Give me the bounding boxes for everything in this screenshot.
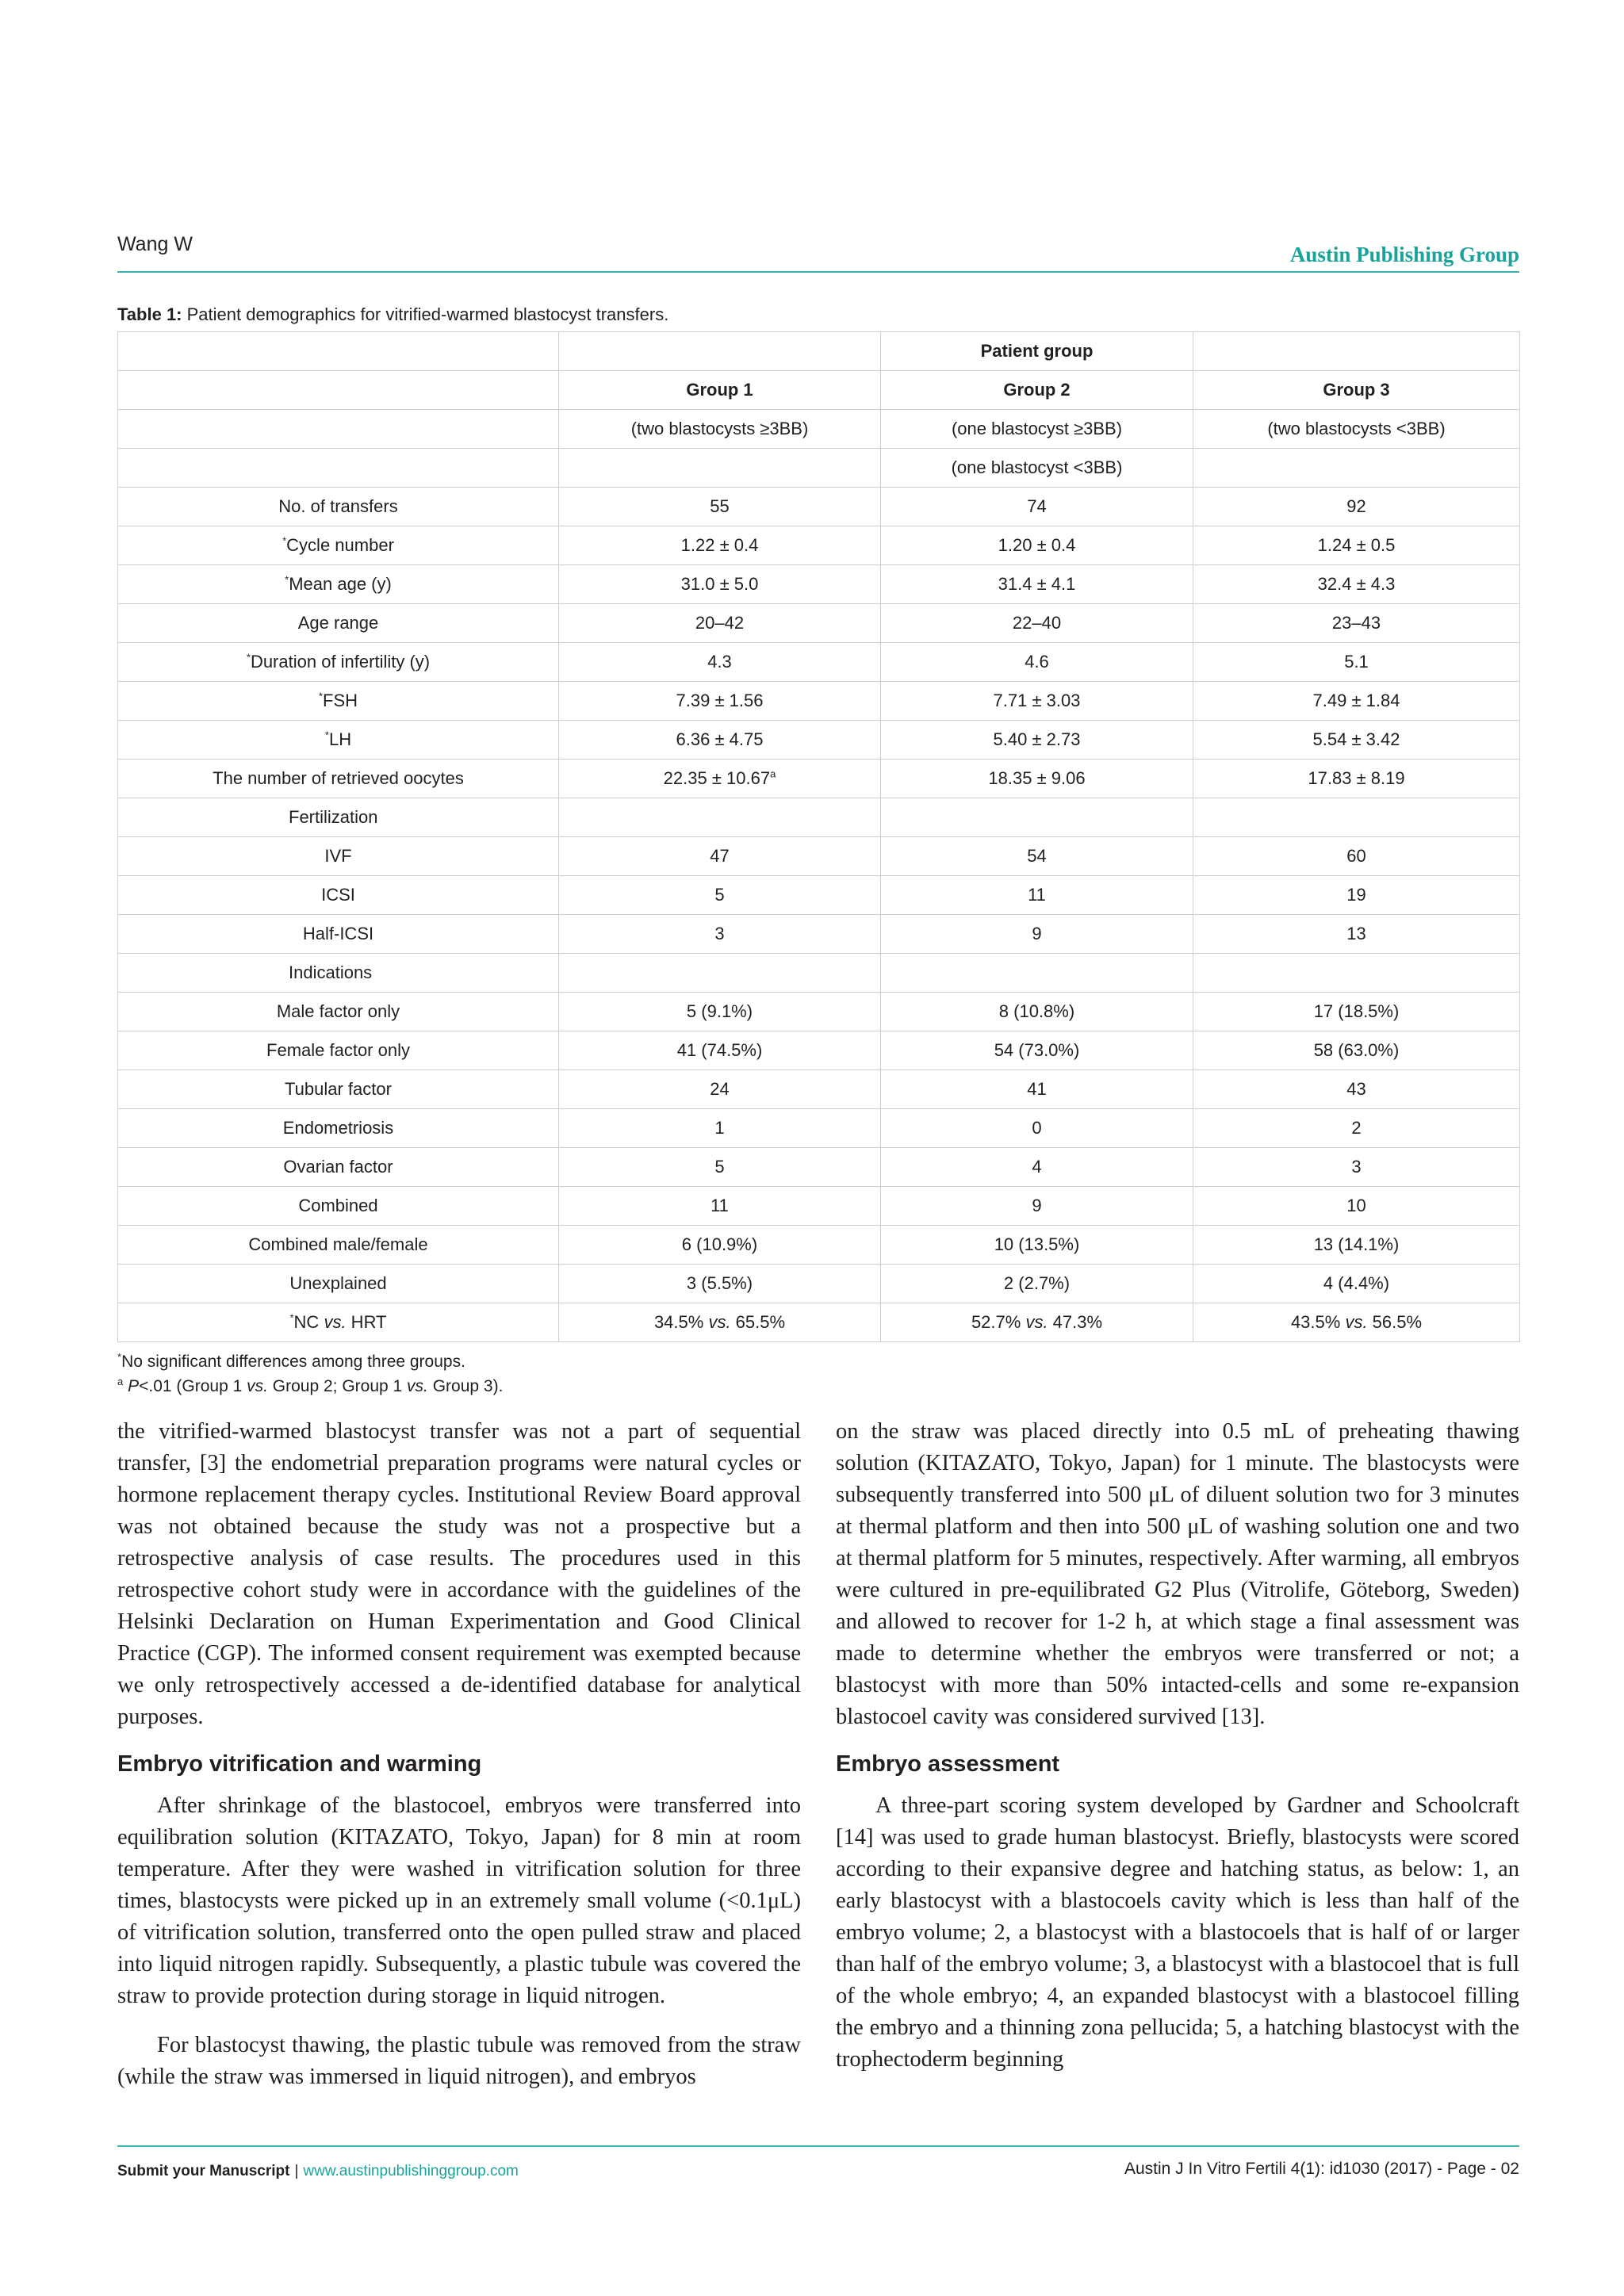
table-header-row [118, 371, 1520, 410]
submit-manuscript-link[interactable]: Submit your Manuscript [117, 2163, 290, 2179]
table-row [118, 760, 1520, 798]
row-label [118, 993, 559, 1031]
cell-value: 5.54 ± 3.42 [1312, 729, 1400, 749]
row-value-group-1 [559, 1226, 881, 1265]
row-value-group-2 [881, 760, 1193, 798]
row-value-group-3 [1193, 682, 1520, 721]
note-2-text-b: Group 2; Group 1 [267, 1377, 408, 1395]
table-row [118, 837, 1520, 876]
demographics-table [117, 331, 1520, 1342]
row-value-group-3 [1193, 1109, 1520, 1148]
table-header-row [118, 332, 1520, 371]
section-heading-assessment: Embryo assessment [836, 1751, 1060, 1777]
row-value-group-2 [881, 488, 1193, 526]
row-value-group-1 [559, 993, 881, 1031]
row-label-text: Combined male/female [248, 1234, 428, 1254]
row-value-group-3 [1193, 488, 1520, 526]
row-value-group-3 [1193, 721, 1520, 760]
cell-value: 3 [1351, 1157, 1362, 1177]
row-label [118, 798, 559, 837]
row-value-group-3 [1193, 837, 1520, 876]
row-label [118, 604, 559, 643]
cell-value: 4 [1032, 1157, 1042, 1177]
left-paragraph-2: After shrinkage of the blastocoel, embryos were transferred into equilibration solution (KITAZATO, Tokyo, Japan) for 8 min at room temperature. After they were washed in vitrification solution for three times, blastocysts were picked up in an extremely small volume (<0.1μL) of vitrification solution, transferred onto the open pulled straw and placed into liquid nitrogen rapidly. Subsequently, a plastic tubule was covered the straw to provide protection during storage in liquid nitrogen. [117, 1793, 801, 2008]
row-value-group-2 [881, 1109, 1193, 1148]
row-label [118, 1226, 559, 1265]
row-label [118, 954, 559, 993]
table-row [118, 526, 1520, 565]
row-value-group-1 [559, 837, 881, 876]
row-label-star: * [318, 690, 324, 702]
row-value-group-1 [559, 604, 881, 643]
row-label-text: Duration of infertility (y) [250, 652, 431, 672]
cell-value: 22.35 ± 10.67 [663, 768, 771, 788]
publisher-url-link[interactable]: www.austinpublishinggroup.com [303, 2163, 519, 2179]
row-value-group-2 [881, 565, 1193, 604]
table-note-2 [117, 1377, 503, 1396]
note-2-sup: a [117, 1376, 124, 1387]
row-label-text: Mean age (y) [289, 574, 392, 594]
cell-value: 5 [714, 1157, 725, 1177]
cell-value: 47 [710, 846, 730, 866]
row-value-group-3 [1193, 954, 1520, 993]
cell-value: 7.39 ± 1.56 [676, 691, 764, 710]
row-value-group-3 [1193, 604, 1520, 643]
cell-value: 7.49 ± 1.84 [1312, 691, 1400, 710]
row-value-group-3 [1193, 1226, 1520, 1265]
group-3-desc: (two blastocysts <3BB) [1193, 410, 1520, 449]
row-label-star: * [289, 1311, 294, 1324]
row-value-group-1 [559, 1109, 881, 1148]
cell-value: 17 (18.5%) [1313, 1001, 1400, 1021]
row-label-text: Cycle number [286, 535, 394, 555]
table-row [118, 876, 1520, 915]
cell-value: 3 (5.5%) [686, 1273, 753, 1293]
cell-value: 3 [714, 924, 725, 943]
cell-vs: vs. [1025, 1312, 1048, 1332]
cell-value: 31.0 ± 5.0 [680, 574, 759, 594]
cell-value: 10 [1346, 1196, 1366, 1215]
row-label-star: * [324, 729, 329, 741]
row-label [118, 721, 559, 760]
row-value-group-1 [559, 565, 881, 604]
row-value-group-2 [881, 604, 1193, 643]
table-row [118, 643, 1520, 682]
page [117, 0, 1519, 2296]
cell-value-b: 65.5% [730, 1312, 786, 1332]
note-2-text-a: <.01 (Group 1 [139, 1377, 247, 1395]
group-2-header: Group 2 [881, 371, 1193, 410]
cell-value-b: 47.3% [1048, 1312, 1103, 1332]
cell-value: 2 [1351, 1118, 1362, 1138]
table-row [118, 565, 1520, 604]
row-value-group-3 [1193, 760, 1520, 798]
row-value-group-2 [881, 954, 1193, 993]
cell-value: 7.71 ± 3.03 [993, 691, 1081, 710]
group-2-desc-2: (one blastocyst <3BB) [881, 449, 1193, 488]
row-value-group-2 [881, 876, 1193, 915]
row-label-text: IVF [324, 846, 352, 866]
cell-value: 74 [1027, 496, 1047, 516]
cell-value: 6.36 ± 4.75 [676, 729, 764, 749]
table-row [118, 604, 1520, 643]
row-label-text: Combined [298, 1196, 378, 1215]
cell-value: 19 [1346, 885, 1366, 905]
footer-divider [117, 2145, 1519, 2147]
note-2-vs-1: vs. [247, 1377, 268, 1395]
row-value-group-2 [881, 915, 1193, 954]
cell-value: 13 (14.1%) [1313, 1234, 1400, 1254]
cell-value: 11 [710, 1196, 729, 1215]
cell-value: 22–40 [1012, 613, 1062, 633]
row-value-group-2 [881, 1303, 1193, 1342]
row-label-text: Indications [289, 962, 373, 982]
group-2-desc: (one blastocyst ≥3BB) [881, 410, 1193, 449]
row-label-star: * [285, 573, 289, 586]
row-value-group-2 [881, 1070, 1193, 1109]
row-label-text: No. of transfers [278, 496, 398, 516]
row-label [118, 682, 559, 721]
note-star: * [117, 1351, 122, 1363]
cell-value: 5 (9.1%) [686, 1001, 753, 1021]
cell-value: 58 (63.0%) [1313, 1040, 1400, 1060]
cell-value-a: 43.5% [1290, 1312, 1346, 1332]
note-2-vs-2: vs. [407, 1377, 428, 1395]
left-paragraph-1: the vitrified-warmed blastocyst transfer was not a part of sequential transfer, [3] the endometrial preparation programs were natural cycles or hormone replacement therapy cycles. Institutional Review Board approval was not obtained because the study was not a prospective but a retrospective analysis of case results. The procedures used in this retrospective cohort study were in accordance with the guidelines of the Helsinki Declaration on Human Experimentation and Good Clinical Practice (CGP). The informed consent requirement was exempted because we only retrospectively accessed a de-identified database for analytical purposes. [117, 1419, 801, 1729]
row-value-group-1 [559, 915, 881, 954]
cell-value: 5.1 [1344, 652, 1369, 672]
row-label [118, 915, 559, 954]
cell-value: 54 (73.0%) [994, 1040, 1080, 1060]
cell-value: 60 [1346, 846, 1366, 866]
row-value-group-1 [559, 798, 881, 837]
cell-value-b: 56.5% [1367, 1312, 1423, 1332]
row-value-group-3 [1193, 1148, 1520, 1187]
cell-sup: a [770, 767, 776, 780]
table-row [118, 1109, 1520, 1148]
cell-value: 54 [1027, 846, 1047, 866]
row-value-group-2 [881, 798, 1193, 837]
row-label-text: Unexplained [289, 1273, 387, 1293]
row-value-group-3 [1193, 798, 1520, 837]
group-1-header: Group 1 [559, 371, 881, 410]
row-label [118, 760, 559, 798]
left-paragraph-3: For blastocyst thawing, the plastic tubule was removed from the straw (while the straw was immersed in liquid nitrogen), and embryos [117, 2033, 801, 2089]
row-value-group-2 [881, 682, 1193, 721]
header-author: Wang W [117, 233, 193, 255]
note-1-text: No significant differences among three groups. [121, 1353, 465, 1371]
cell-value: 1.20 ± 0.4 [998, 535, 1076, 555]
cell-value: 4.6 [1025, 652, 1049, 672]
row-value-group-2 [881, 1148, 1193, 1187]
row-label [118, 1148, 559, 1187]
cell-value: 24 [710, 1079, 730, 1099]
group-3-header: Group 3 [1193, 371, 1520, 410]
cell-value: 13 [1346, 924, 1366, 943]
row-value-group-1 [559, 876, 881, 915]
header-divider [117, 271, 1519, 273]
note-2-p: P [128, 1377, 140, 1395]
row-label [118, 1303, 559, 1342]
row-value-group-2 [881, 837, 1193, 876]
right-paragraph-2: A three-part scoring system developed by Gardner and Schoolcraft [14] was used to grade human blastocyst. Briefly, blastocysts were scored according to their expansive degree and hatching status, as below: 1, an early blastocyst with a blastocoels cavity which is less than half of the embryo volume; 2, a blastocyst with a blastocoels that is half of or larger than half of the embryo volume; 3, a blastocyst with a blastocoel that is full of the whole embryo; 4, an expanded blastocyst with a blastocoel filling the embryo and a thinning zona pellucida; 5, a hatching blastocyst with the trophectoderm beginning [836, 1793, 1519, 2072]
left-column [117, 1416, 801, 2093]
row-value-group-2 [881, 993, 1193, 1031]
cell-value: 4 (4.4%) [1323, 1273, 1390, 1293]
row-value-group-1 [559, 760, 881, 798]
row-label-star: * [282, 534, 287, 547]
row-value-group-3 [1193, 993, 1520, 1031]
row-label-text: ICSI [321, 885, 355, 905]
row-label-text: FSH [323, 691, 358, 710]
row-label [118, 488, 559, 526]
row-value-group-1 [559, 643, 881, 682]
row-value-group-1 [559, 488, 881, 526]
table-row [118, 1148, 1520, 1187]
cell-value: 41 (74.5%) [676, 1040, 763, 1060]
table-note-1 [117, 1353, 465, 1372]
row-value-group-1 [559, 1303, 881, 1342]
table-caption-text: Patient demographics for vitrified-warmed blastocyst transfers. [182, 304, 669, 324]
row-value-group-1 [559, 1031, 881, 1070]
table-row [118, 1187, 1520, 1226]
cell-value: 9 [1032, 1196, 1042, 1215]
cell-value: 1.24 ± 0.5 [1317, 535, 1396, 555]
row-value-group-1 [559, 1070, 881, 1109]
table-header-row [118, 410, 1520, 449]
table-caption-label: Table 1: [117, 304, 182, 324]
row-value-group-2 [881, 1031, 1193, 1070]
row-label-text: The number of retrieved oocytes [213, 768, 464, 788]
row-label-text: Male factor only [276, 1001, 400, 1021]
row-label [118, 1187, 559, 1226]
row-value-group-1 [559, 954, 881, 993]
row-label-text: HRT [346, 1312, 387, 1332]
cell-vs: vs. [1345, 1312, 1368, 1332]
row-label [118, 526, 559, 565]
cell-value: 18.35 ± 9.06 [988, 768, 1086, 788]
cell-value: 11 [1028, 885, 1046, 905]
row-value-group-2 [881, 643, 1193, 682]
right-paragraph-1: on the straw was placed directly into 0.5 mL of preheating thawing solution (KITAZATO, Tokyo, Japan) for 1 minute. The blastocysts were subsequently transferred into 500 μL of diluent solution two for 3 minutes at thermal platform and then into 500 μL of washing solution one and two at thermal platform for 5 minutes, respectively. After warming, all embryos were cultured in pre-equilibrated G2 Plus (Vitrolife, Göteborg, Sweden) and allowed to recover for 1-2 h, at which stage a final assessment was made to determine whether the embryos were transferred or not; a blastocyst with more than 50% intacted-cells and some re-expansion blastocoel cavity was considered survived [13]. [836, 1419, 1519, 1729]
row-value-group-1 [559, 526, 881, 565]
row-label [118, 1109, 559, 1148]
row-label-text: Tubular factor [285, 1079, 392, 1099]
row-value-group-2 [881, 526, 1193, 565]
table-row [118, 798, 1520, 837]
table-row [118, 1303, 1520, 1342]
row-label-text: Endometriosis [282, 1118, 394, 1138]
row-value-group-3 [1193, 1265, 1520, 1303]
row-value-group-3 [1193, 1187, 1520, 1226]
table-row [118, 1031, 1520, 1070]
cell-value: 4.3 [707, 652, 732, 672]
row-value-group-1 [559, 682, 881, 721]
row-label [118, 876, 559, 915]
row-value-group-2 [881, 721, 1193, 760]
row-label [118, 1031, 559, 1070]
table-row [118, 915, 1520, 954]
row-value-group-1 [559, 1187, 881, 1226]
row-label-text: Fertilization [289, 807, 378, 827]
cell-value: 5 [714, 885, 725, 905]
cell-value: 17.83 ± 8.19 [1308, 768, 1405, 788]
row-value-group-2 [881, 1226, 1193, 1265]
row-value-group-1 [559, 1265, 881, 1303]
row-label-text: Half-ICSI [302, 924, 374, 943]
row-label-vs: vs. [324, 1312, 347, 1332]
row-label-text: LH [328, 729, 352, 749]
table-row [118, 1070, 1520, 1109]
section-heading-vitrification: Embryo vitrification and warming [117, 1751, 482, 1777]
table-caption [117, 304, 668, 325]
table-row [118, 954, 1520, 993]
cell-value: 6 (10.9%) [681, 1234, 758, 1254]
cell-value: 9 [1032, 924, 1042, 943]
row-label-star: * [246, 651, 251, 664]
cell-vs: vs. [708, 1312, 731, 1332]
cell-value: 2 (2.7%) [1003, 1273, 1071, 1293]
row-value-group-3 [1193, 915, 1520, 954]
cell-value-a: 52.7% [971, 1312, 1026, 1332]
row-value-group-3 [1193, 643, 1520, 682]
row-label [118, 565, 559, 604]
footer-left [117, 2163, 519, 2180]
group-1-desc: (two blastocysts ≥3BB) [559, 410, 881, 449]
table-row [118, 1226, 1520, 1265]
table-row [118, 682, 1520, 721]
row-value-group-3 [1193, 1031, 1520, 1070]
cell-value: 8 (10.8%) [998, 1001, 1075, 1021]
cell-value: 92 [1346, 496, 1366, 516]
cell-value: 41 [1027, 1079, 1047, 1099]
row-label-text: Age range [297, 613, 379, 633]
row-label [118, 837, 559, 876]
row-value-group-2 [881, 1187, 1193, 1226]
row-label-text: NC [293, 1312, 324, 1332]
footer-citation: Austin J In Vitro Fertili 4(1): id1030 (2017) - Page - 02 [1124, 2160, 1519, 2178]
right-column [836, 1416, 1519, 2076]
table-row [118, 488, 1520, 526]
cell-value: 43 [1346, 1079, 1366, 1099]
cell-value: 10 (13.5%) [994, 1234, 1080, 1254]
row-label [118, 1265, 559, 1303]
cell-value: 1.22 ± 0.4 [680, 535, 759, 555]
table-row [118, 721, 1520, 760]
row-value-group-1 [559, 1148, 881, 1187]
row-value-group-2 [881, 1265, 1193, 1303]
cell-value: 20–42 [695, 613, 745, 633]
cell-value: 23–43 [1331, 613, 1381, 633]
row-label [118, 1070, 559, 1109]
cell-value: 32.4 ± 4.3 [1317, 574, 1396, 594]
row-value-group-3 [1193, 526, 1520, 565]
row-value-group-3 [1193, 565, 1520, 604]
cell-value: 55 [710, 496, 730, 516]
row-value-group-3 [1193, 876, 1520, 915]
cell-value: 5.40 ± 2.73 [993, 729, 1081, 749]
cell-value: 1 [714, 1118, 725, 1138]
row-label-text: Ovarian factor [283, 1157, 393, 1177]
patient-group-header: Patient group [881, 332, 1193, 371]
row-value-group-3 [1193, 1303, 1520, 1342]
table-header-row [118, 449, 1520, 488]
cell-value: 0 [1032, 1118, 1042, 1138]
note-2-text-c: Group 3). [427, 1377, 504, 1395]
cell-value: 31.4 ± 4.1 [998, 574, 1076, 594]
row-label [118, 643, 559, 682]
cell-value-a: 34.5% [653, 1312, 709, 1332]
table-row [118, 993, 1520, 1031]
row-value-group-1 [559, 721, 881, 760]
row-label-text: Female factor only [266, 1040, 410, 1060]
row-value-group-3 [1193, 1070, 1520, 1109]
table-row [118, 1265, 1520, 1303]
footer-separator: | [294, 2163, 299, 2179]
header-publisher: Austin Publishing Group [1289, 243, 1519, 266]
